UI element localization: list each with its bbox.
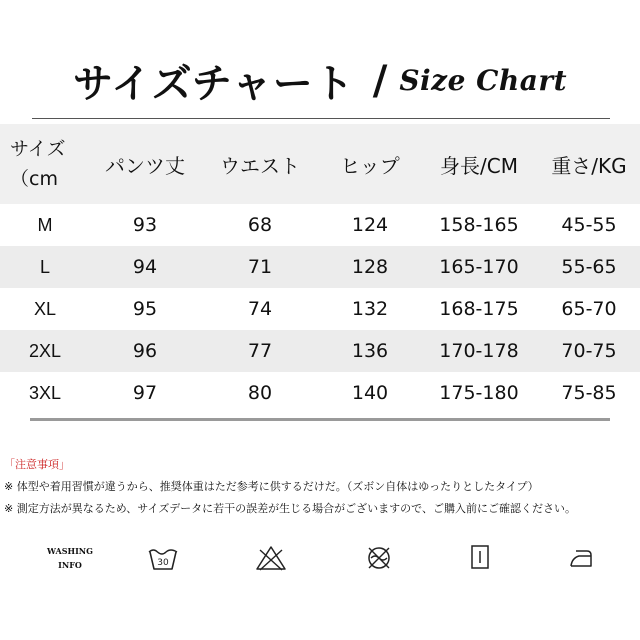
cell-size: M [37, 214, 53, 235]
cell-pants-length: 93 [132, 214, 158, 236]
header-height: 身長/CM [440, 153, 518, 178]
table-row [0, 330, 640, 372]
notes [4, 454, 636, 520]
washing-label-line1: WASHING [47, 546, 93, 556]
cell-waist: 77 [247, 340, 273, 362]
size-table [0, 124, 640, 414]
cell-waist: 71 [247, 256, 273, 278]
cell-waist: 80 [247, 382, 273, 404]
table-bottom-rule [30, 418, 610, 421]
washing-label-line2: INFO [58, 560, 82, 570]
header-hip: ヒップ [340, 153, 400, 178]
title-divider [32, 118, 610, 119]
cell-pants-length: 95 [132, 298, 158, 320]
cell-hip: 132 [351, 298, 389, 320]
cell-waist: 68 [247, 214, 273, 236]
wash-temp-label: 30 [157, 558, 169, 568]
cell-weight: 75-85 [561, 382, 617, 404]
header-size [0, 134, 90, 194]
hang-dry-icon [465, 542, 495, 572]
cell-height: 175-180 [439, 382, 519, 404]
header-pants-length: パンツ丈 [105, 153, 185, 178]
cell-size: L [39, 256, 50, 277]
cell-height: 158-165 [439, 214, 519, 236]
cell-weight: 70-75 [561, 340, 617, 362]
washing-info-label [44, 544, 96, 572]
cell-height: 165-170 [439, 256, 519, 278]
cell-size: XL [33, 298, 57, 319]
cell-pants-length: 97 [132, 382, 158, 404]
cell-size: 3XL [28, 382, 62, 403]
cell-weight: 45-55 [561, 214, 617, 236]
table-row [0, 204, 640, 246]
cell-weight: 65-70 [561, 298, 617, 320]
note-line: ※ 体型や着用習慣が違うから、推奨体重はただ参考に供するだけだ。（ズボン自体はゆったりとしたタイプ） [4, 480, 539, 493]
cell-hip: 140 [351, 382, 389, 404]
table-row [0, 372, 640, 414]
table-row [0, 246, 640, 288]
title-english: Size Chart [399, 64, 568, 97]
cell-size: 2XL [28, 340, 62, 361]
header-weight: 重さ/KG [551, 153, 627, 178]
header-waist: ウエスト [220, 153, 300, 178]
cell-waist: 74 [247, 298, 273, 320]
title-slash: / [372, 57, 388, 104]
cell-hip: 128 [351, 256, 389, 278]
cell-weight: 55-65 [561, 256, 617, 278]
title-row [0, 52, 640, 109]
care-instructions [0, 538, 640, 582]
no-tumble-dry-icon [362, 542, 396, 572]
note-line: ※ 測定方法が異なるため、サイズデータに若干の誤差が生じる場合がございますので、ご購入前にご確認ください。 [4, 502, 576, 515]
cell-pants-length: 94 [132, 256, 158, 278]
table-header-row [0, 124, 640, 204]
notes-heading: 「注意事項」 [4, 458, 70, 471]
header-size-line1: サイズ [10, 138, 66, 160]
cell-hip: 136 [351, 340, 389, 362]
iron-icon [566, 542, 596, 572]
no-bleach-icon [254, 542, 288, 572]
cell-height: 168-175 [439, 298, 519, 320]
header-size-line2: （cm [10, 168, 58, 190]
table-row [0, 288, 640, 330]
cell-hip: 124 [351, 214, 389, 236]
cell-pants-length: 96 [132, 340, 158, 362]
title-japanese: サイズチャート [72, 61, 355, 107]
wash-30-icon [146, 542, 180, 572]
cell-height: 170-178 [439, 340, 519, 362]
